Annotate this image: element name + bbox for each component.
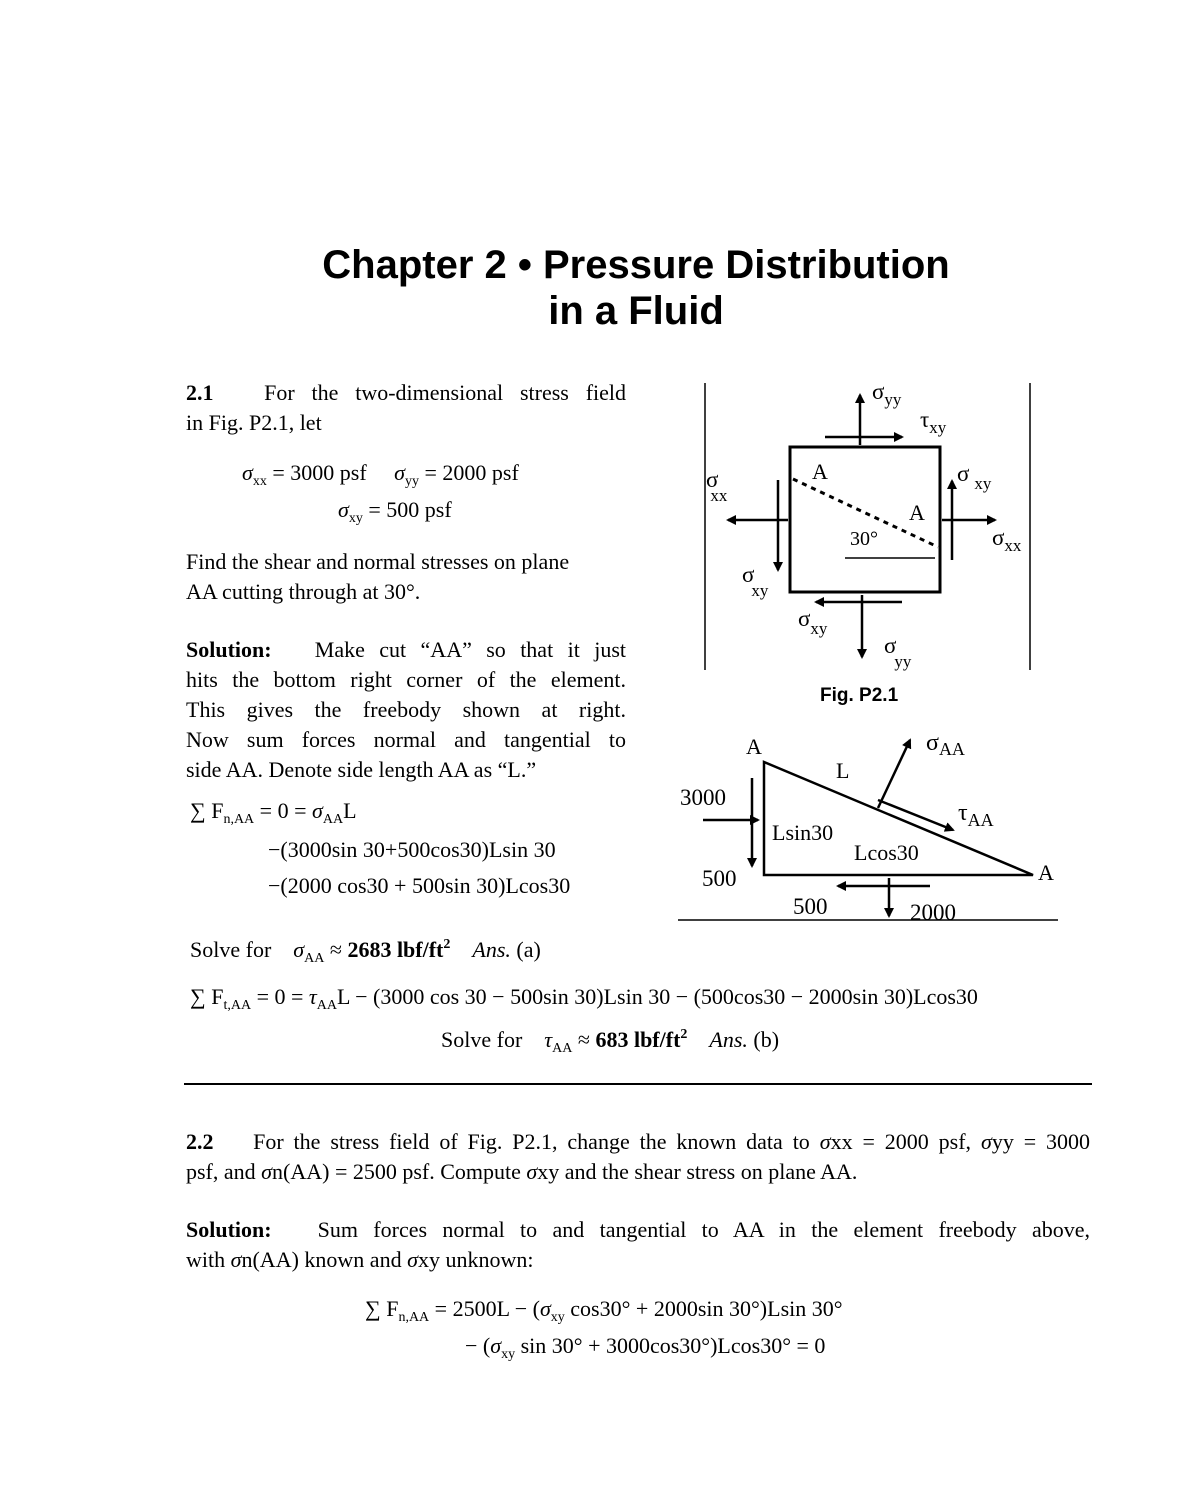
- freebody-label-lsin30: Lsin30: [772, 820, 834, 845]
- eq-2-2-line-1: ∑ $F_{n,AA} = 2500L - (\sigma_{xy}$ cos30° + 2000sin 30°)Lsin 30°: [365, 1296, 843, 1325]
- problem-number: 2.1: [186, 380, 214, 405]
- freebody-label-2000: 2000: [910, 900, 956, 925]
- freebody-label-3000: 3000: [680, 785, 726, 810]
- section-divider: [184, 1083, 1092, 1085]
- eq-normal-line-2: −(3000sin 30+500cos30)Lsin 30: [268, 837, 556, 862]
- solution-2-2-text: Solution: Sum forces normal to and tangential to AA in the element freebody above, with σn(AA) known and σxy unknown:: [186, 1217, 1090, 1272]
- intro-line-1: 2.1 For the two-dimensional stress field: [186, 380, 627, 405]
- eq-tangential: ∑ $F_{t,AA} = 0 = \tau_{AA}L - (3000$ cos 30 − 500sin 30)Lsin 30 − (500cos30 − 2000sin 30)Lcos30: [190, 984, 978, 1013]
- label-sigma-xx-left: σ xx: [706, 467, 728, 505]
- label-a-top: A: [812, 459, 828, 484]
- eq-2-2-line-2: − ($\sigma_{xy}$ sin 30° + 3000cos30°)Lcos30° = 0: [465, 1333, 826, 1362]
- freebody-label-lcos30: Lcos30: [854, 840, 919, 865]
- freebody-label-a-right: A: [1038, 860, 1054, 885]
- intro-line-2: in Fig. P2.1, let: [186, 410, 322, 435]
- label-sigma-xx-right: $\sigma_{xx}$: [992, 525, 1022, 555]
- freebody-diagram: [678, 728, 1063, 928]
- figure-caption: Fig. P2.1: [820, 685, 899, 706]
- label-sigma-yy-bottom: σ yy: [884, 633, 912, 671]
- answer-b: Solve for $\tau_{AA} \approx 683$ lbf/$ft^2$ Ans. (b): [441, 1027, 780, 1056]
- freebody-label-l: L: [836, 758, 850, 783]
- label-sigma-xy-bottom: $\sigma_{xy}$: [798, 606, 828, 638]
- title-line-2: in a Fluid: [548, 289, 724, 333]
- label-angle-30: 30°: [850, 528, 878, 550]
- label-a-right: A: [909, 500, 925, 525]
- freebody-label-500-left: 500: [702, 866, 737, 891]
- problem-2-2-statement: 2.2 For the stress field of Fig. P2.1, change the known data to σxx = 2000 psf, σyy = 3000 psf, and σn(AA) = 2500 psf. Compute σxy and the shear stress on plane AA.: [186, 1129, 1091, 1184]
- solution-2-1-text: Solution: Make cut “AA” so that it just hits the bottom right corner of the element. This gives the freebody shown at right. Now sum forces normal and tangential to side AA. Denote side length AA as “L.”: [186, 637, 626, 782]
- sigma-aa-arrow: [878, 740, 910, 808]
- given-values-line-1: $\sigma_{xx} = 3000$ psf $\sigma_{yy} = 2000$ psf: [242, 460, 519, 489]
- given-values-line-2: $\sigma_{xy} = 500$ psf: [338, 497, 452, 526]
- figure-p2-1: [690, 375, 1050, 710]
- label-sigma-yy-top: $\sigma_{yy}$: [872, 379, 902, 409]
- freebody-label-500-bottom: 500: [793, 894, 828, 919]
- label-sigma-xy-left: σ xy: [742, 562, 769, 600]
- title-line-1: Chapter 2 • Pressure Distribution: [322, 243, 950, 287]
- find-statement: Find the shear and normal stresses on plane AA cutting through at 30°.: [186, 549, 570, 604]
- freebody-label-sigma-aa: $\sigma_{AA}$: [926, 730, 965, 759]
- problem-2-1-intro: [186, 378, 626, 438]
- eq-normal-line-3: −(2000 cos30 + 500sin 30)Lcos30: [268, 873, 571, 898]
- answer-a: Solve for $\sigma_{AA} \approx 2683$ lbf/$ft^2$ Ans. (a): [190, 937, 541, 966]
- label-tau-xy-top: $\tau_{xy}$: [920, 407, 947, 437]
- label-sigma-xy-right: σ $_{xy}$: [957, 461, 992, 493]
- freebody-label-tau-aa: $\tau_{AA}$: [958, 800, 994, 830]
- freebody-label-a-top: A: [746, 734, 762, 759]
- eq-normal-line-1: ∑ $F_{n,AA} = 0 = \sigma_{AA}L$: [190, 798, 357, 827]
- page-title: [36, 242, 1200, 334]
